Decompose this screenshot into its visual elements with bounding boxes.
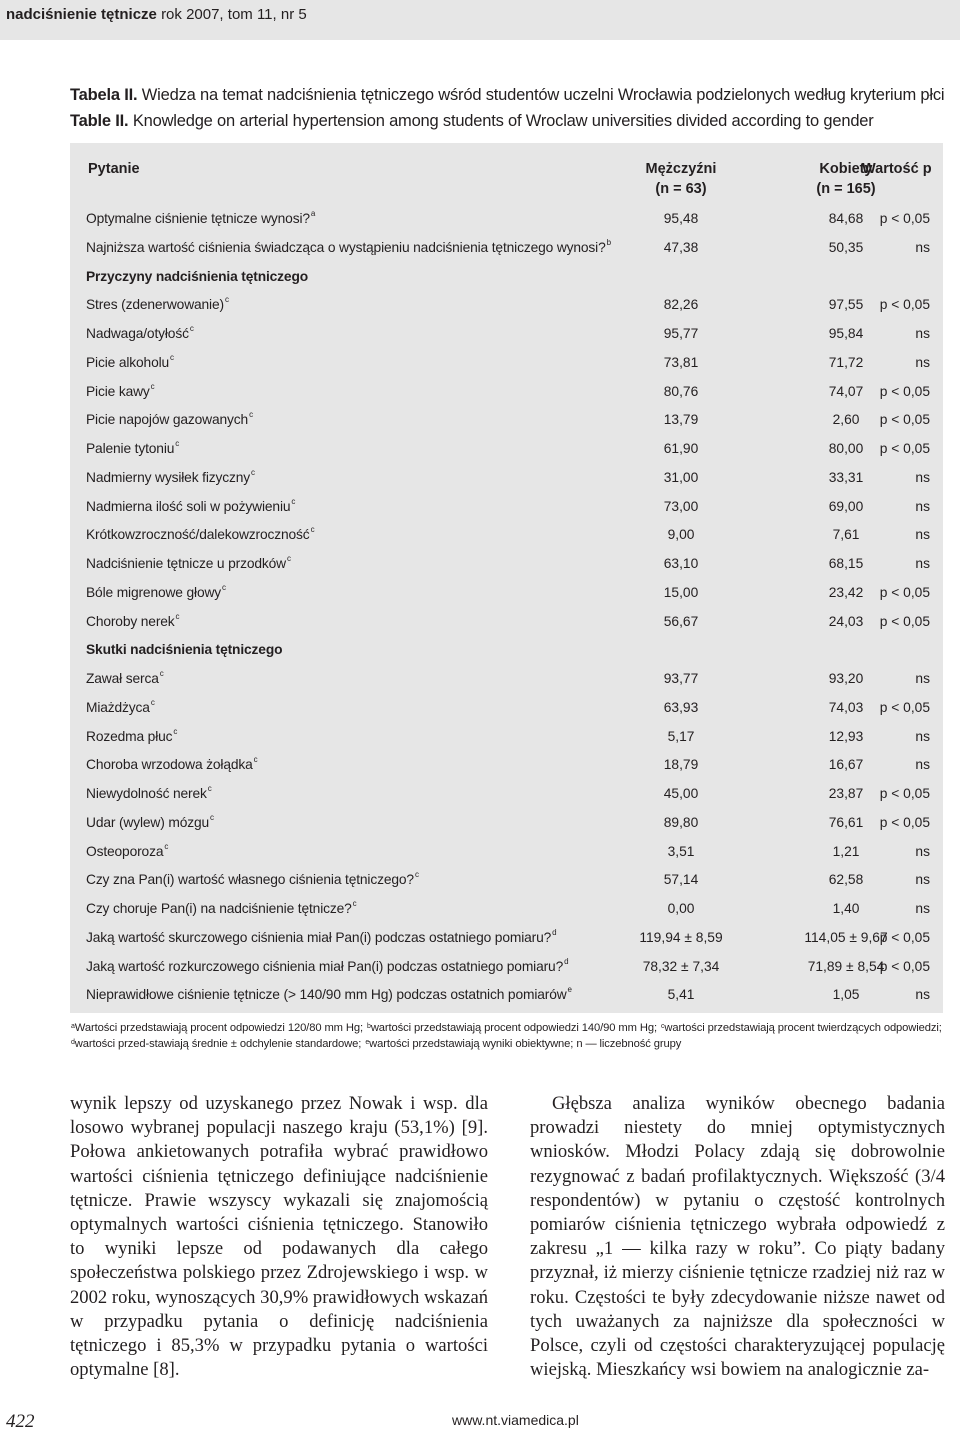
p-value: p < 0,05 bbox=[879, 412, 930, 428]
table-row bbox=[70, 381, 943, 413]
row-label bbox=[86, 872, 419, 887]
table-row bbox=[70, 786, 943, 815]
body-paragraph: Głębsza analiza wyników obecnego badania prowadzi niestety do mniej optymistycznych wniosków. Młodzi Polacy zdają się dobrowolnie rezygnować z badań profilaktycznych. Większość (3/4 respondentów) w pytaniu o częstość kontrolnych pomiarów ciśnienia tętniczego wybrała odpowiedź z zakresu „1 — kilka razy w roku”. Co piąty badany przyznał, iż mierzy ciśnienie tętnicze rzadziej niż raz w roku. Częstości te były zdecydowanie niższe nawet od tych uważanych za najniższe dla społeczności w Polsce, czyli od częstości charakteryzującej populację wiejską. Mieszkańcy wsi bowiem na analogicznie za- bbox=[530, 1093, 945, 1381]
row-label bbox=[86, 987, 572, 1002]
row-label bbox=[86, 556, 291, 571]
p-value: ns bbox=[915, 728, 930, 744]
footnote-marker: c bbox=[251, 467, 255, 477]
row-label bbox=[86, 467, 255, 485]
row-label bbox=[86, 527, 314, 542]
women-value: 80,00 bbox=[828, 441, 864, 456]
row-label-text: Choroba wrzodowa żołądka bbox=[86, 757, 253, 773]
footnote-marker: e bbox=[567, 985, 572, 995]
footnote-e-marker: e bbox=[365, 1039, 370, 1046]
table-row bbox=[70, 237, 943, 269]
women-value: 1,05 bbox=[832, 987, 860, 1003]
men-value: 61,90 bbox=[663, 441, 699, 456]
body-column-left bbox=[70, 1092, 488, 1382]
table-row bbox=[70, 297, 943, 326]
men-value: 57,14 bbox=[663, 872, 699, 888]
row-label bbox=[86, 297, 229, 312]
row-label bbox=[86, 671, 164, 686]
women-value: 50,35 bbox=[828, 239, 864, 255]
footnote-marker: c bbox=[164, 841, 169, 851]
footnote-d-marker: d bbox=[71, 1039, 75, 1046]
running-head bbox=[6, 6, 307, 23]
row-label-text: Picie kawy bbox=[86, 383, 150, 399]
row-label-text: Rozedma płuc bbox=[86, 728, 173, 744]
p-value: p < 0,05 bbox=[879, 929, 930, 945]
table-row bbox=[70, 496, 943, 528]
men-value: 5,17 bbox=[667, 728, 695, 744]
table-footnotes bbox=[70, 1020, 950, 1052]
men-value: 80,76 bbox=[663, 383, 699, 399]
header-men-n: (n = 63) bbox=[655, 181, 707, 197]
women-value: 1,40 bbox=[832, 901, 860, 916]
row-label-text: Stres (zdenerwowanie) bbox=[86, 297, 224, 313]
men-value: 18,79 bbox=[663, 757, 699, 773]
body-column-right bbox=[530, 1092, 945, 1382]
footnote-a-marker: a bbox=[71, 1023, 75, 1030]
header-women-label: Kobiety bbox=[819, 161, 873, 177]
row-label bbox=[86, 237, 611, 255]
row-label bbox=[86, 269, 308, 284]
p-value: ns bbox=[915, 556, 930, 571]
women-value: 95,84 bbox=[828, 326, 864, 341]
header-question: Pytanie bbox=[88, 161, 140, 177]
men-value: 78,32 ± 7,34 bbox=[642, 958, 720, 974]
table-row bbox=[70, 987, 943, 1016]
caption-pl-label: Tabela II. bbox=[70, 86, 138, 104]
men-value: 63,10 bbox=[663, 556, 699, 571]
row-label-text: Osteoporoza bbox=[86, 843, 164, 859]
women-value: 23,42 bbox=[828, 584, 864, 600]
row-label bbox=[86, 496, 296, 514]
table-row bbox=[70, 211, 943, 240]
p-value: ns bbox=[915, 872, 930, 888]
row-label bbox=[86, 901, 357, 916]
row-label-text: Nadmierny wysiłek fizyczny bbox=[86, 469, 251, 485]
table-row bbox=[70, 467, 943, 499]
table-caption-pl bbox=[70, 86, 944, 105]
women-value: 84,68 bbox=[828, 211, 864, 226]
row-label bbox=[86, 352, 174, 370]
row-label-text: Skutki nadciśnienia tętniczego bbox=[86, 642, 283, 658]
data-table bbox=[70, 143, 943, 1013]
row-label-text: Najniższa wartość ciśnienia świadcząca o wystąpieniu nadciśnienia tętniczego wynosi? bbox=[86, 239, 606, 255]
row-label bbox=[86, 642, 282, 657]
footnote-marker: c bbox=[286, 554, 291, 563]
row-label-text: Picie alkoholu bbox=[86, 354, 170, 370]
women-value: 23,87 bbox=[828, 786, 864, 801]
p-value: p < 0,05 bbox=[879, 383, 930, 399]
men-value: 9,00 bbox=[667, 527, 695, 543]
footnote-marker: c bbox=[310, 525, 315, 535]
women-value: 74,07 bbox=[828, 383, 864, 399]
footnote-marker: c bbox=[224, 295, 229, 305]
footnote-marker: c bbox=[207, 784, 212, 793]
table-row bbox=[70, 527, 943, 556]
table-section-header bbox=[70, 269, 943, 298]
table-row bbox=[70, 956, 943, 988]
row-label-text: Bóle migrenowe głowy bbox=[86, 584, 222, 600]
men-value: 47,38 bbox=[663, 239, 699, 255]
row-label-text: Czy choruje Pan(i) na nadciśnienie tętnicze? bbox=[86, 901, 352, 916]
p-value: p < 0,05 bbox=[879, 613, 930, 629]
row-label-text: Nieprawidłowe ciśnienie tętnicze (> 140/90 mm Hg) podczas ostatnich pomiarów bbox=[86, 987, 567, 1003]
table-row bbox=[70, 901, 943, 930]
row-label-text: Czy zna Pan(i) wartość własnego ciśnienia tętniczego? bbox=[86, 872, 414, 888]
p-value: ns bbox=[915, 239, 930, 255]
header-p-value: Wartość p bbox=[862, 161, 932, 177]
row-label-text: Miażdżyca bbox=[86, 699, 150, 715]
footnote-marker: c bbox=[159, 669, 164, 678]
row-label bbox=[86, 412, 253, 427]
women-value: 62,58 bbox=[828, 872, 864, 888]
journal-name: nadciśnienie tętnicze bbox=[6, 6, 157, 23]
p-value: p < 0,05 bbox=[879, 584, 930, 600]
women-value: 33,31 bbox=[828, 469, 864, 485]
row-label-text: Krótkowzroczność/dalekowzroczność bbox=[86, 527, 310, 543]
row-label-text: Nadciśnienie tętnicze u przodków bbox=[86, 556, 286, 571]
p-value: ns bbox=[915, 671, 930, 686]
table-row bbox=[70, 872, 943, 901]
row-label-text: Udar (wylew) mózgu bbox=[86, 814, 210, 830]
p-value: ns bbox=[915, 987, 930, 1003]
footnote-marker: c bbox=[291, 496, 296, 506]
row-label bbox=[86, 757, 258, 772]
table-row bbox=[70, 757, 943, 786]
men-value: 95,48 bbox=[663, 211, 699, 226]
men-value: 13,79 bbox=[663, 412, 699, 428]
header-men-label: Mężczyźni bbox=[645, 161, 717, 177]
women-value: 71,89 ± 8,54 bbox=[807, 958, 885, 974]
women-value: 74,03 bbox=[828, 699, 864, 715]
caption-pl-text: Wiedza na temat nadciśnienia tętniczego wśród studentów uczelni Wrocławia podzielonych według kryterium płci bbox=[141, 86, 945, 104]
header-women-n: (n = 165) bbox=[816, 181, 876, 197]
row-label-text: Nadwaga/otyłość bbox=[86, 326, 189, 341]
p-value: ns bbox=[915, 901, 930, 916]
men-value: 73,81 bbox=[663, 354, 699, 370]
women-value: 71,72 bbox=[828, 354, 864, 370]
footnote-marker: c bbox=[352, 899, 357, 908]
footnote-marker: a bbox=[310, 209, 316, 218]
men-value: 93,77 bbox=[663, 671, 699, 686]
p-value: ns bbox=[915, 843, 930, 859]
men-value: 89,80 bbox=[663, 814, 699, 830]
women-value: 24,03 bbox=[828, 613, 864, 629]
row-label-text: Zawał serca bbox=[86, 671, 159, 686]
table-section-header bbox=[70, 642, 943, 671]
women-value: 97,55 bbox=[828, 297, 864, 313]
women-value: 68,15 bbox=[828, 556, 864, 571]
footnote-marker: c bbox=[249, 410, 253, 420]
footnote-d: wartości przed-stawiają średnie ± odchylenie standardowe; bbox=[74, 1038, 365, 1050]
row-label-text: Palenie tytoniu bbox=[86, 441, 175, 456]
caption-en-text: Knowledge on arterial hypertension among students of Wroclaw universities divided according to gender bbox=[132, 112, 874, 130]
page-number: 422 bbox=[6, 1411, 35, 1432]
p-value: p < 0,05 bbox=[879, 814, 930, 830]
footnote-c-marker: c bbox=[660, 1023, 665, 1030]
table-row bbox=[70, 582, 943, 614]
footnote-e: wartości przedstawiają wyniki obiektywne; n — liczebność grupy bbox=[369, 1038, 682, 1050]
p-value: ns bbox=[915, 527, 930, 543]
men-value: 56,67 bbox=[663, 613, 699, 629]
men-value: 73,00 bbox=[663, 498, 699, 514]
table-row bbox=[70, 812, 943, 844]
women-value: 1,21 bbox=[832, 843, 860, 859]
table-row bbox=[70, 326, 943, 355]
women-value: 93,20 bbox=[828, 671, 864, 686]
row-label bbox=[86, 441, 179, 456]
p-value: p < 0,05 bbox=[879, 211, 930, 226]
footnote-marker: c bbox=[150, 697, 155, 707]
p-value: p < 0,05 bbox=[879, 958, 930, 974]
footnote-marker: c bbox=[170, 352, 174, 362]
table-row bbox=[70, 927, 943, 959]
table-row bbox=[70, 441, 943, 470]
women-value: 114,05 ± 9,67 bbox=[804, 929, 888, 945]
women-value: 2,60 bbox=[832, 412, 860, 428]
footnote-marker: c bbox=[253, 755, 258, 765]
row-label bbox=[86, 381, 155, 399]
women-value: 7,61 bbox=[832, 527, 860, 543]
men-value: 3,51 bbox=[667, 843, 695, 859]
footnote-c: wartości przedstawiają procent twierdzących odpowiedzi; bbox=[664, 1022, 942, 1034]
p-value: p < 0,05 bbox=[879, 699, 930, 715]
row-label-text: Przyczyny nadciśnienia tętniczego bbox=[86, 268, 309, 284]
row-label-text: Nadmierna ilość soli w pożywieniu bbox=[86, 498, 291, 514]
table-row bbox=[70, 352, 943, 384]
table-caption-en bbox=[70, 112, 874, 131]
footnote-marker: c bbox=[189, 324, 194, 333]
footnote-marker: d bbox=[564, 956, 569, 966]
p-value: p < 0,05 bbox=[879, 441, 930, 456]
men-value: 119,94 ± 8,59 bbox=[639, 929, 723, 945]
table-row bbox=[70, 611, 943, 643]
table-row bbox=[70, 841, 943, 873]
footnote-marker: c bbox=[175, 611, 180, 621]
men-value: 63,93 bbox=[663, 699, 699, 715]
row-label bbox=[86, 812, 214, 830]
footnote-marker: b bbox=[606, 237, 611, 247]
men-value: 95,77 bbox=[663, 326, 699, 341]
row-label-text: Choroby nerek bbox=[86, 613, 175, 629]
row-label-text: Niewydolność nerek bbox=[86, 786, 207, 801]
men-value: 45,00 bbox=[663, 786, 699, 801]
men-value: 82,26 bbox=[663, 297, 699, 313]
footnote-a: Wartości przedstawiają procent odpowiedzi 120/80 mm Hg; bbox=[74, 1022, 367, 1034]
header-men bbox=[631, 159, 731, 199]
table-row bbox=[70, 412, 943, 441]
row-label bbox=[86, 611, 180, 629]
row-label bbox=[86, 697, 155, 715]
row-label bbox=[86, 211, 315, 226]
row-label bbox=[86, 927, 557, 945]
men-value: 0,00 bbox=[667, 901, 695, 916]
p-value: ns bbox=[915, 354, 930, 370]
footnote-marker: c bbox=[210, 812, 214, 822]
footer-url[interactable]: www.nt.viamedica.pl bbox=[452, 1412, 579, 1428]
footnote-marker: d bbox=[552, 927, 557, 937]
journal-issue: rok 2007, tom 11, nr 5 bbox=[161, 6, 307, 23]
p-value: ns bbox=[915, 326, 930, 341]
row-label bbox=[86, 841, 169, 859]
p-value: ns bbox=[915, 757, 930, 773]
men-value: 15,00 bbox=[663, 584, 699, 600]
row-label bbox=[86, 582, 226, 600]
women-value: 16,67 bbox=[828, 757, 864, 773]
men-value: 31,00 bbox=[663, 469, 699, 485]
row-label-text: Picie napojów gazowanych bbox=[86, 412, 249, 428]
women-value: 12,93 bbox=[828, 728, 864, 744]
footnote-marker: c bbox=[222, 582, 226, 592]
footnote-marker: c bbox=[414, 870, 419, 880]
women-value: 76,61 bbox=[828, 814, 864, 830]
row-label bbox=[86, 726, 178, 744]
caption-en-label: Table II. bbox=[70, 112, 129, 130]
journal-header bbox=[0, 0, 960, 40]
row-label bbox=[86, 956, 569, 974]
footnote-b: wartości przedstawiają procent odpowiedzi 140/90 mm Hg; bbox=[370, 1022, 660, 1034]
p-value: ns bbox=[915, 469, 930, 485]
footnote-marker: c bbox=[173, 726, 178, 736]
table-row bbox=[70, 556, 943, 585]
row-label bbox=[86, 786, 212, 801]
row-label-text: Optymalne ciśnienie tętnicze wynosi? bbox=[86, 211, 310, 226]
footnote-marker: c bbox=[150, 381, 155, 391]
p-value: p < 0,05 bbox=[879, 786, 930, 801]
footnote-b-marker: b bbox=[367, 1023, 371, 1030]
women-value: 69,00 bbox=[828, 498, 864, 514]
men-value: 5,41 bbox=[667, 987, 695, 1003]
table-row bbox=[70, 726, 943, 758]
p-value: ns bbox=[915, 498, 930, 514]
row-label-text: Jaką wartość rozkurczowego ciśnienia miał Pan(i) podczas ostatniego pomiaru? bbox=[86, 958, 564, 974]
p-value: p < 0,05 bbox=[879, 297, 930, 313]
footnote-marker: c bbox=[175, 439, 180, 448]
row-label bbox=[86, 326, 194, 341]
body-paragraph: wynik lepszy od uzyskanego przez Nowak i wsp. dla losowo wybranej populacji naszego kraju (53,1%) [9]. Połowa ankietowanych potrafiła wybrać prawidłowo wartości ciśnienia tętniczego definiujące nadciśnienie tętnicze. Prawie wszyscy wykazali się znajomością optymalnych wartości ciśnienia tętniczego. Stanowiło to wyniki lepsze od podawanych dla całego społeczeństwa polskiego przez Zdrojewskiego i wsp. w 2002 roku, wynoszących 30,9% prawidłowych wskazań w przypadku pytania o definicję nadciśnienia tętniczego i 85,3% w przypadku pytania o wartości optymalne [8]. bbox=[70, 1093, 488, 1381]
table-row bbox=[70, 671, 943, 700]
table-row bbox=[70, 697, 943, 729]
row-label-text: Jaką wartość skurczowego ciśnienia miał Pan(i) podczas ostatniego pomiaru? bbox=[86, 929, 552, 945]
